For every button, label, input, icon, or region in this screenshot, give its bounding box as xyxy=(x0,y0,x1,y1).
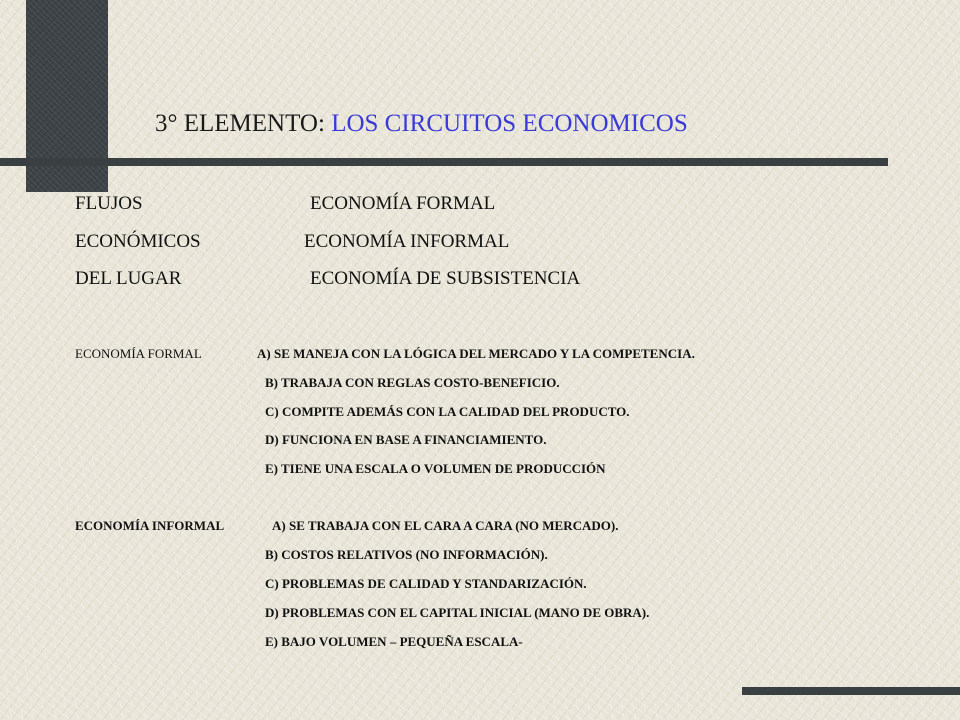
bottom-divider xyxy=(742,687,960,695)
flow-right-label: ECONOMÍA DE SUBSISTENCIA xyxy=(310,268,581,289)
flow-right-label: ECONOMÍA FORMAL xyxy=(310,193,496,214)
informal-item: B) COSTOS RELATIVOS (NO INFORMACIÓN). xyxy=(265,547,548,562)
formal-economy-label: ECONOMÍA FORMAL xyxy=(75,346,202,361)
formal-item: D) FUNCIONA EN BASE A FINANCIAMIENTO. xyxy=(265,432,547,447)
informal-item: A) SE TRABAJA CON EL CARA A CARA (NO MERCADO). xyxy=(272,518,619,533)
flow-row xyxy=(0,193,960,219)
formal-item: E) TIENE UNA ESCALA O VOLUMEN DE PRODUCCIÓN xyxy=(265,461,606,476)
flow-left-label: ECONÓMICOS xyxy=(75,231,201,252)
title-prefix: 3° ELEMENTO: xyxy=(155,110,332,137)
flow-row xyxy=(0,268,960,294)
informal-economy-label: ECONOMÍA INFORMAL xyxy=(75,518,225,533)
title-main: LOS CIRCUITOS ECONOMICOS xyxy=(331,110,688,137)
formal-item: C) COMPITE ADEMÁS CON LA CALIDAD DEL PRODUCTO. xyxy=(265,404,630,419)
slide-title xyxy=(155,110,688,138)
flow-right-label: ECONOMÍA INFORMAL xyxy=(304,231,510,252)
top-divider xyxy=(0,158,888,166)
informal-item: C) PROBLEMAS DE CALIDAD Y STANDARIZACIÓN. xyxy=(265,576,587,591)
flow-left-label: DEL LUGAR xyxy=(75,268,182,289)
flow-row xyxy=(0,231,960,257)
flow-left-label: FLUJOS xyxy=(75,193,143,214)
formal-item: A) SE MANEJA CON LA LÓGICA DEL MERCADO Y LA COMPETENCIA. xyxy=(257,346,695,361)
formal-item: B) TRABAJA CON REGLAS COSTO-BENEFICIO. xyxy=(265,375,560,390)
informal-item: D) PROBLEMAS CON EL CAPITAL INICIAL (MANO DE OBRA). xyxy=(265,605,650,620)
informal-item: E) BAJO VOLUMEN – PEQUEÑA ESCALA- xyxy=(265,634,523,649)
